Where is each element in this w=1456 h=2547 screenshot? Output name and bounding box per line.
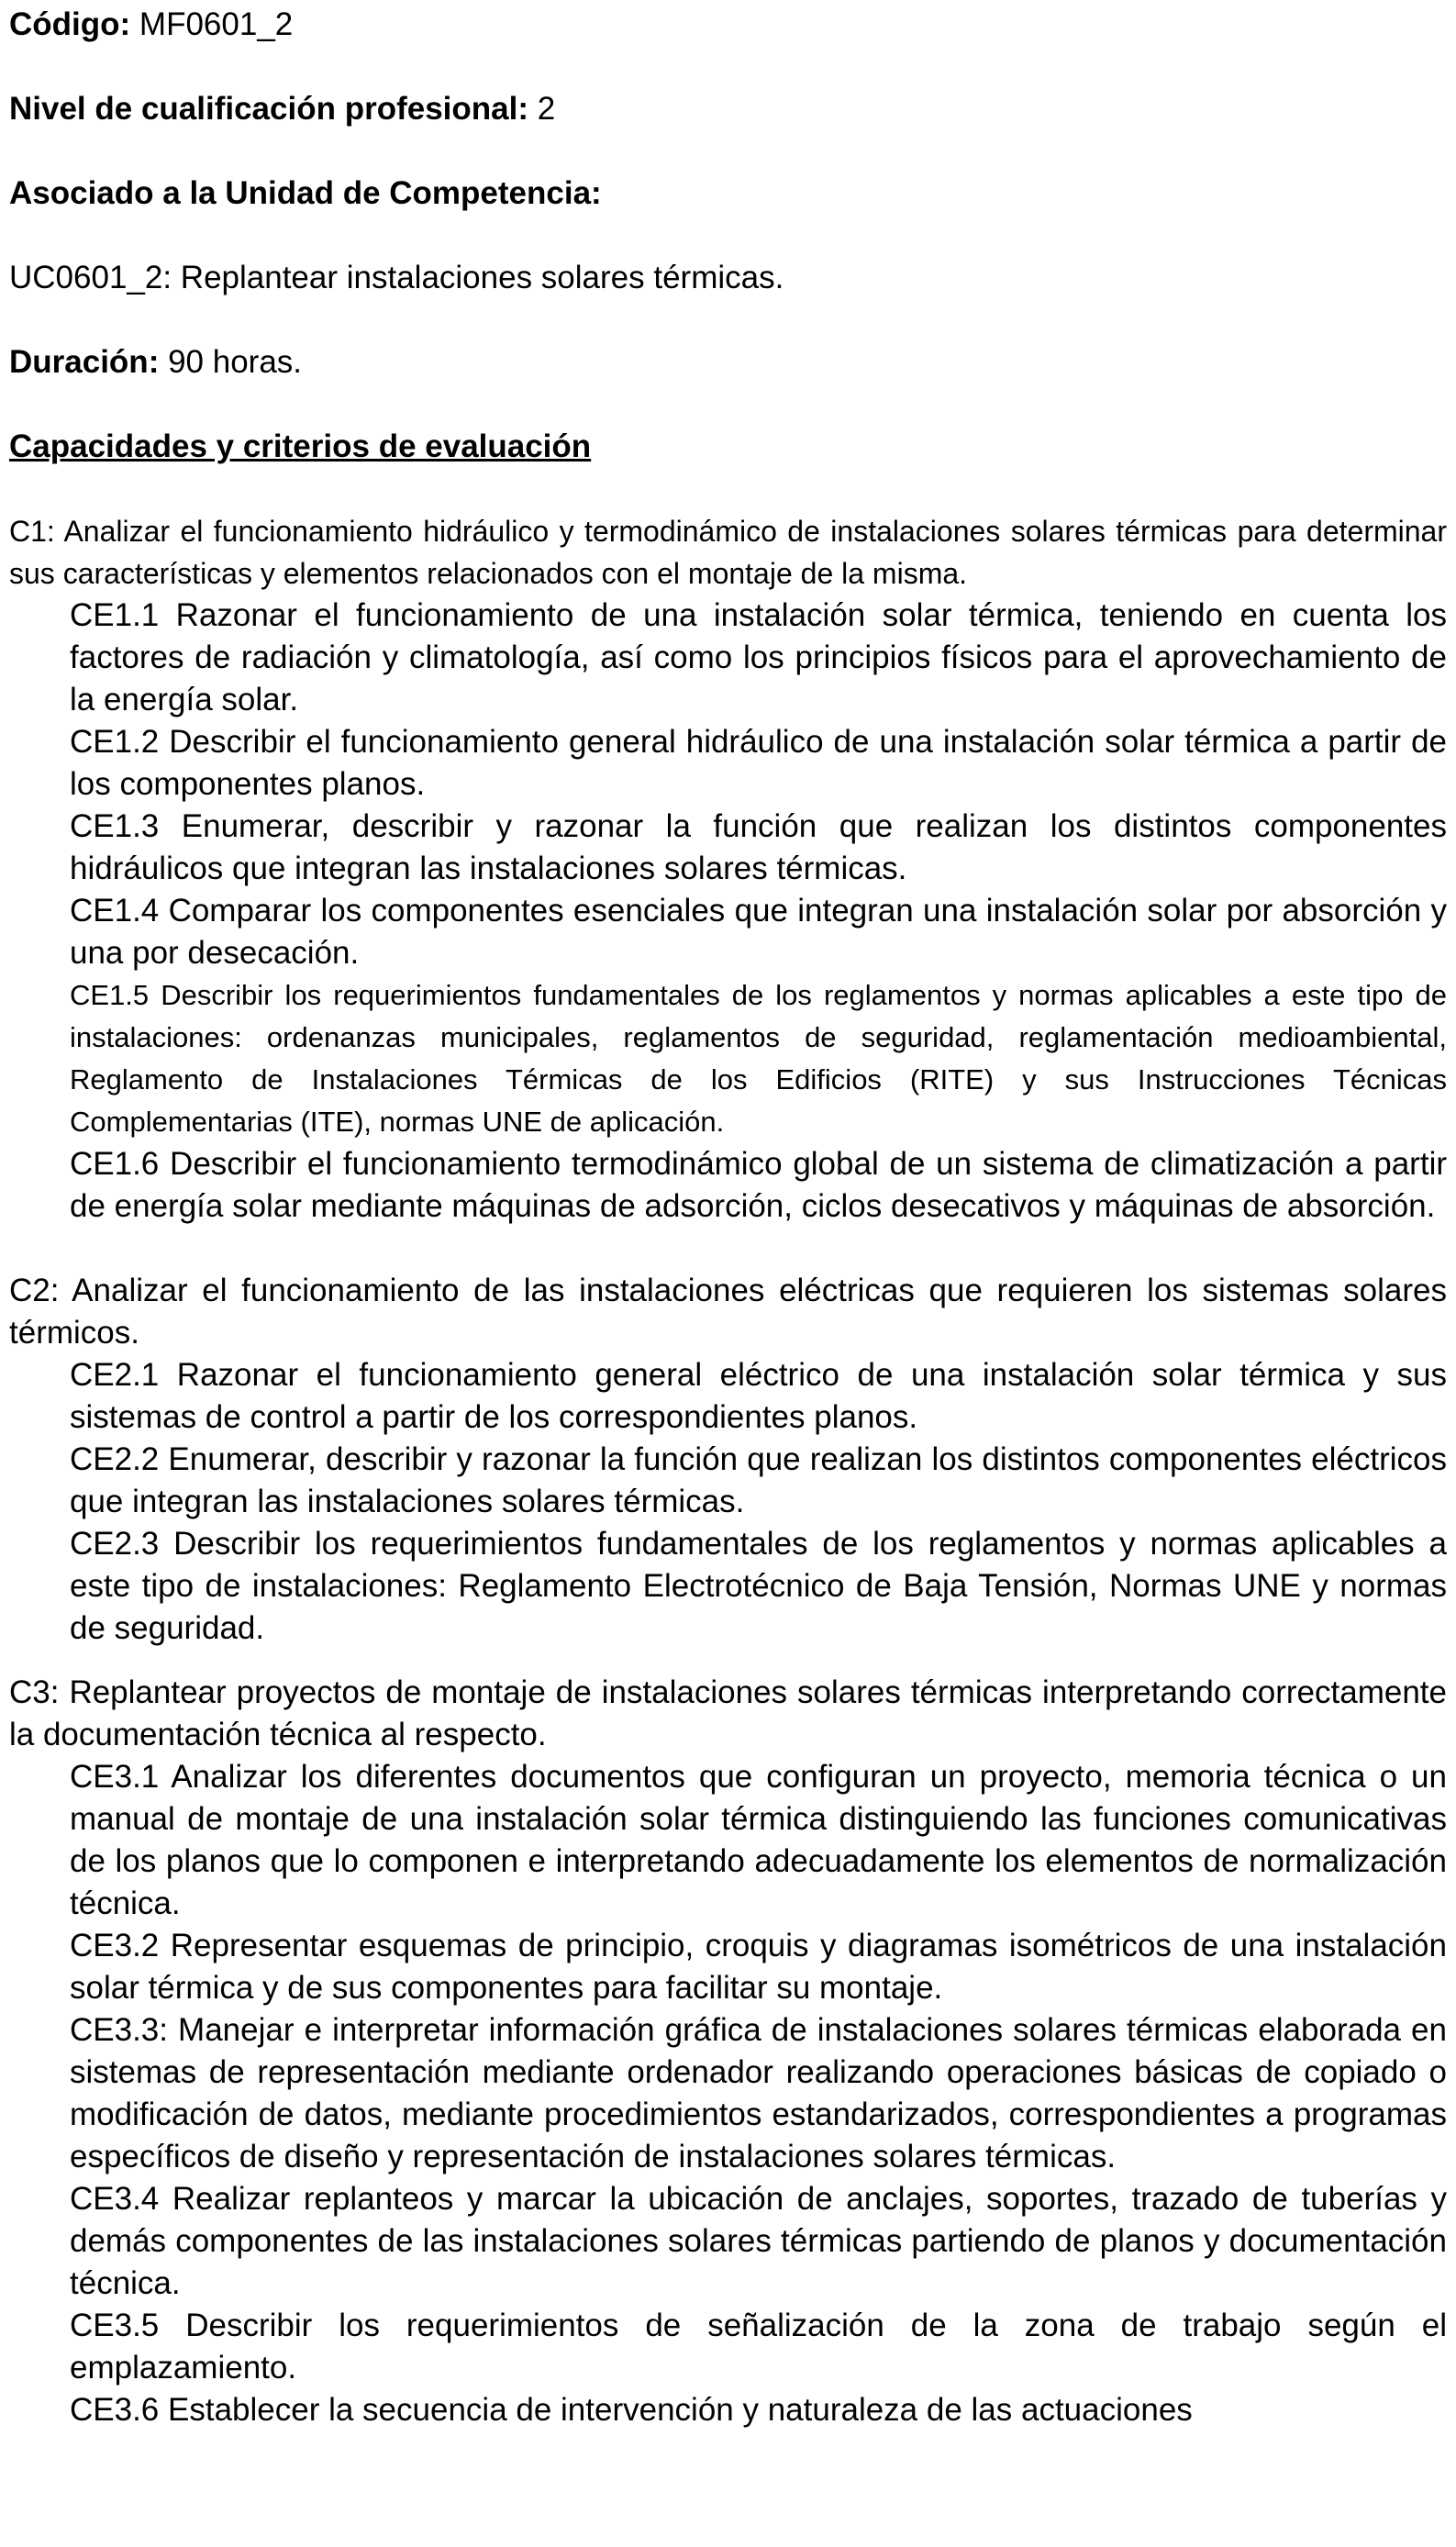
capacidad-text: C3: Replantear proyectos de montaje de instalaciones solares térmicas interpretando correctamente la documentación técnica al respecto. [9, 1674, 1447, 1752]
capacidad-text: C1: Analizar el funcionamiento hidráulico y termodinámico de instalaciones solares térmicas para determinar sus características y elementos relacionados con el montaje de la misma. [9, 515, 1447, 590]
codigo-line [9, 0, 1447, 46]
duracion-value: 90 horas. [168, 344, 303, 380]
criterio-ce3-4: CE3.4 Realizar replanteos y marcar la ubicación de anclajes, soportes, trazado de tuberías y demás componentes de las instalaciones solares térmicas partiendo de planos y documentación técnica. [70, 2181, 1447, 2301]
capacidad-c3 [9, 1672, 1447, 2431]
criterio-ce1-6: CE1.6 Describir el funcionamiento termodinámico global de un sistema de climatización a partir de energía solar mediante máquinas de adsorción, ciclos desecativos y máquinas de absorción. [70, 1146, 1447, 1224]
capacidad-c2 [9, 1270, 1447, 1650]
section-title: Capacidades y criterios de evaluación [9, 428, 592, 464]
criterio-ce1-4: CE1.4 Comparar los componentes esenciales que integran una instalación solar por absorción y una por desecación. [70, 893, 1447, 971]
criterio-ce3-3: CE3.3: Manejar e interpretar información gráfica de instalaciones solares térmicas elaborada en sistemas de representación mediante ordenador realizando operaciones básicas de copiado o modificación de datos, mediante procedimientos estandarizados, correspondientes a programas específicos de diseño y representación de instalaciones solares térmicas. [70, 2012, 1447, 2174]
nivel-label: Nivel de cualificación profesional: [9, 91, 528, 127]
criterio-ce2-1: CE2.1 Razonar el funcionamiento general eléctrico de una instalación solar térmica y sus sistemas de control a partir de los correspondientes planos. [70, 1357, 1447, 1435]
asociado-label: Asociado a la Unidad de Competencia: [9, 175, 602, 211]
capacidad-text: C2: Analizar el funcionamiento de las instalaciones eléctricas que requieren los sistemas solares térmicos. [9, 1273, 1447, 1351]
capacidad-c1 [9, 510, 1447, 1228]
codigo-label: Código: [9, 6, 131, 42]
criterio-ce3-5: CE3.5 Describir los requerimientos de señalización de la zona de trabajo según el emplazamiento. [70, 2308, 1447, 2386]
nivel-line [9, 88, 1447, 130]
criterio-ce2-3: CE2.3 Describir los requerimientos fundamentales de los reglamentos y normas aplicables a este tipo de instalaciones: Reglamento Electrotécnico de Baja Tensión, Normas UNE y normas de seguridad. [70, 1526, 1447, 1646]
asociado-line [9, 172, 1447, 215]
duracion-line [9, 341, 1447, 384]
duracion-label: Duración: [9, 344, 160, 380]
criterio-ce1-5: CE1.5 Describir los requerimientos fundamentales de los reglamentos y normas aplicables a este tipo de instalaciones: ordenanzas municipales, reglamentos de seguridad, reglamentación medioambiental, Reglamento de Instalaciones Térmicas de los Edificios (RITE) y sus Instrucciones Técnicas Complementarias (ITE), normas UNE de aplicación. [70, 979, 1447, 1138]
criterio-ce3-1: CE3.1 Analizar los diferentes documentos que configuran un proyecto, memoria técnica o un manual de montaje de una instalación solar térmica distinguiendo las funciones comunicativas de los planos que lo componen e interpretando adecuadamente los elementos de normalización técnica. [70, 1759, 1447, 1921]
nivel-value: 2 [537, 91, 556, 127]
criterio-ce3-2: CE3.2 Representar esquemas de principio, croquis y diagramas isométricos de una instalación solar térmica y de sus componentes para facilitar su montaje. [70, 1928, 1447, 2006]
criterio-ce1-3: CE1.3 Enumerar, describir y razonar la función que realizan los distintos componentes hidráulicos que integran las instalaciones solares térmicas. [70, 808, 1447, 886]
unidad-competencia: UC0601_2: Replantear instalaciones solares térmicas. [9, 260, 784, 295]
criterio-ce1-1: CE1.1 Razonar el funcionamiento de una instalación solar térmica, teniendo en cuenta los factores de radiación y climatología, así como los principios físicos para el aprovechamiento de la energía solar. [70, 597, 1447, 717]
codigo-value: MF0601_2 [139, 6, 294, 42]
criterio-ce2-2: CE2.2 Enumerar, describir y razonar la función que realizan los distintos componentes eléctricos que integran las instalaciones solares térmicas. [70, 1441, 1447, 1519]
criterio-ce1-2: CE1.2 Describir el funcionamiento general hidráulico de una instalación solar térmica a partir de los componentes planos. [70, 724, 1447, 802]
criterio-ce3-6: CE3.6 Establecer la secuencia de intervención y naturaleza de las actuaciones [70, 2392, 1193, 2428]
